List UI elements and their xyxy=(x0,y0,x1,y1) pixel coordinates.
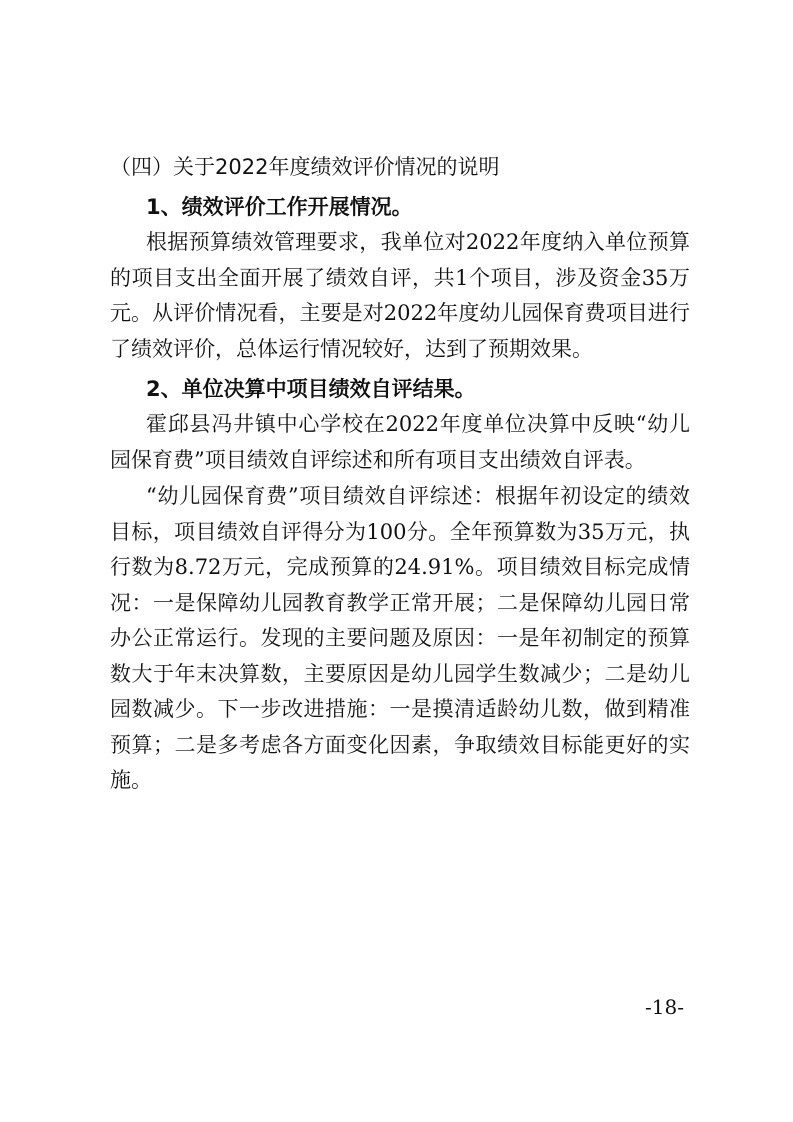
paragraph-school-report: 霍邱县冯井镇中心学校在2022年度单位决算中反映“幼儿园保育费”项目绩效自评综述和所有项目支出绩效自评表。 xyxy=(110,412,690,472)
section-heading: （四）关于2022年度绩效评价情况的说明 xyxy=(110,155,500,179)
subheading-evaluation-work: 1、绩效评价工作开展情况。 xyxy=(146,195,413,219)
page-number: -18- xyxy=(645,995,684,1019)
paragraph-evaluation-work: 根据预算绩效管理要求，我单位对2022年度纳入单位预算的项目支出全面开展了绩效自评，共1个项目，涉及资金35万元。从评价情况看，主要是对2022年度幼儿园保育费项目进行了绩效评价，总体运行情况较好，达到了预期效果。 xyxy=(110,230,690,361)
paragraph-project-summary: “幼儿园保育费”项目绩效自评综述：根据年初设定的绩效目标，项目绩效自评得分为100分。全年预算数为35万元，执行数为8.72万元，完成预算的24.91%。项目绩效目标完成情况：一是保障幼儿园教育教学正常开展；二是保障幼儿园日常办公正常运行。发现的主要问题及原因：一是年初制定的预算数大于年末决算数，主要原因是幼儿园学生数减少；二是幼儿园数减少。下一步改进措施：一是摸清适龄幼儿数，做到精准预算；二是多考虑各方面变化因素，争取绩效目标能更好的实施。 xyxy=(110,484,690,792)
subheading-self-evaluation-results: 2、单位决算中项目绩效自评结果。 xyxy=(146,377,476,401)
